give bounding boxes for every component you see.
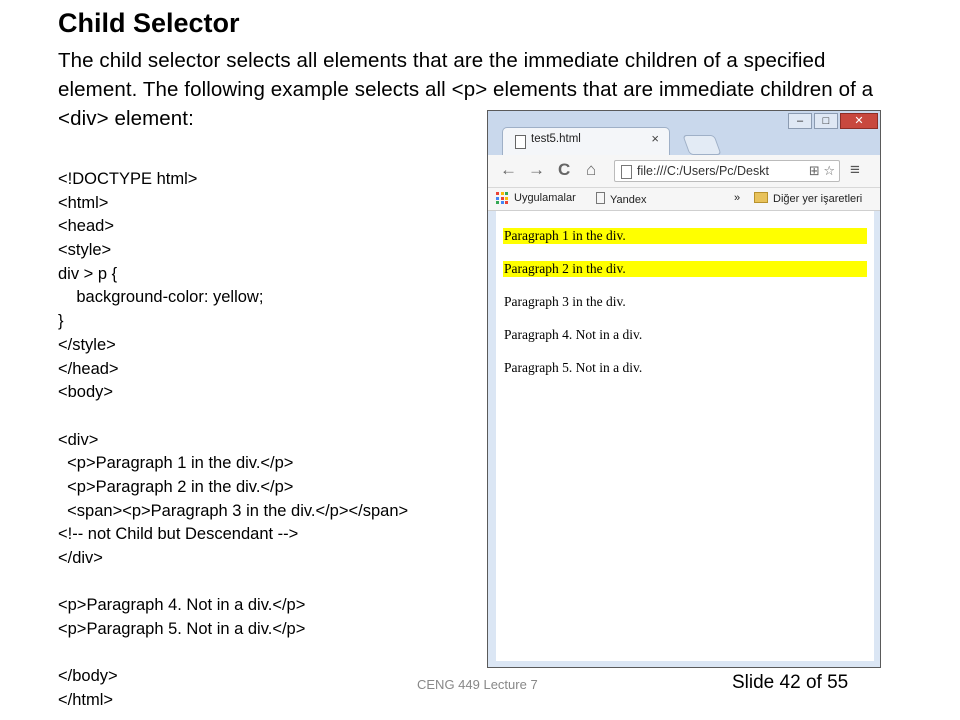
code-listing (58, 168, 408, 713)
browser-titlebar (488, 111, 880, 155)
code-line: <p>Paragraph 2 in the div.</p> (58, 477, 294, 496)
bookmark-other-label: Diğer yer işaretleri (773, 193, 863, 205)
code-line: <head> (58, 217, 114, 236)
code-line: </html> (58, 691, 114, 710)
menu-icon[interactable]: ≡ (850, 160, 860, 179)
bookmarks-bar (488, 188, 880, 211)
browser-toolbar (488, 155, 880, 188)
code-line (58, 642, 408, 666)
apps-dot (501, 197, 504, 200)
folder-icon (754, 192, 768, 203)
code-line: <div> (58, 430, 99, 449)
paragraph-4: Paragraph 4. Not in a div. (504, 327, 643, 342)
address-bar[interactable] (614, 160, 840, 182)
bookmark-other[interactable] (754, 192, 862, 205)
home-icon[interactable]: ⌂ (586, 160, 597, 179)
code-line: </style> (58, 335, 116, 354)
bookmarks-overflow[interactable]: » (734, 192, 741, 204)
slide-title: Child Selector (58, 8, 240, 38)
code-line: <body> (58, 383, 114, 402)
slide-number: Slide 42 of 55 (732, 672, 849, 693)
code-line: </body> (58, 667, 118, 686)
apps-dot (501, 201, 504, 204)
bookmark-apps[interactable]: Uygulamalar (514, 192, 576, 204)
tab-title: test5.html (531, 133, 581, 145)
apps-dot (496, 192, 499, 195)
apps-dot (505, 201, 508, 204)
code-line: } (58, 312, 64, 331)
code-line (58, 405, 408, 429)
bookmark-yandex[interactable] (596, 192, 647, 206)
code-line (58, 571, 408, 595)
forward-icon[interactable]: → (528, 160, 545, 179)
code-line: </div> (58, 549, 103, 567)
reload-icon[interactable]: C (558, 160, 571, 179)
new-tab-button[interactable] (682, 135, 721, 155)
page-viewport (496, 211, 874, 661)
minimize-button[interactable]: – (788, 113, 812, 129)
apps-dot (496, 201, 499, 204)
apps-dot (496, 197, 499, 200)
paragraph-1: Paragraph 1 in the div. (503, 228, 867, 244)
paragraph-2: Paragraph 2 in the div. (503, 261, 867, 277)
apps-dot (505, 197, 508, 200)
code-line: <!-- not Child but Descendant --> (58, 525, 299, 544)
footer-lecture: CENG 449 Lecture 7 (417, 677, 538, 692)
paragraph-5: Paragraph 5. Not in a div. (504, 360, 643, 375)
code-line: <p>Paragraph 4. Not in a div.</p> (58, 596, 306, 615)
code-line: </head> (58, 359, 119, 378)
back-icon[interactable]: ← (500, 160, 517, 179)
intro-text: The child selector selects all elements that are the immediate children of a specified element. The following example selects all <p> elements that are immediate children of a <div> element: (58, 49, 874, 130)
code-line: background-color: yellow; (58, 288, 264, 307)
address-text: file:///C:/Users/Pc/Deskt (637, 164, 769, 178)
code-line: <html> (58, 193, 109, 212)
browser-tab[interactable] (502, 127, 670, 155)
code-line: <!DOCTYPE html> (58, 170, 198, 188)
close-window-button[interactable]: ✕ (840, 113, 878, 129)
maximize-button[interactable]: □ (814, 113, 838, 129)
apps-dot (505, 192, 508, 195)
code-line: <span><p>Paragraph 3 in the div.</p></span> (58, 501, 409, 520)
paragraph-3: Paragraph 3 in the div. (504, 294, 626, 309)
apps-icon[interactable] (496, 192, 508, 204)
bookmark-yandex-label: Yandex (610, 194, 647, 206)
close-tab-icon[interactable]: × (651, 131, 659, 146)
code-line: div > p { (58, 264, 118, 283)
page-icon (621, 165, 632, 179)
page-icon (515, 135, 526, 149)
code-line: <p>Paragraph 1 in the div.</p> (58, 454, 294, 473)
apps-dot (501, 192, 504, 195)
page-icon (596, 192, 605, 204)
code-line: <style> (58, 241, 112, 260)
browser-screenshot (487, 110, 881, 668)
code-line: <p>Paragraph 5. Not in a div.</p> (58, 620, 306, 639)
bookmark-star-icon[interactable]: ⊞ ☆ (808, 163, 835, 178)
